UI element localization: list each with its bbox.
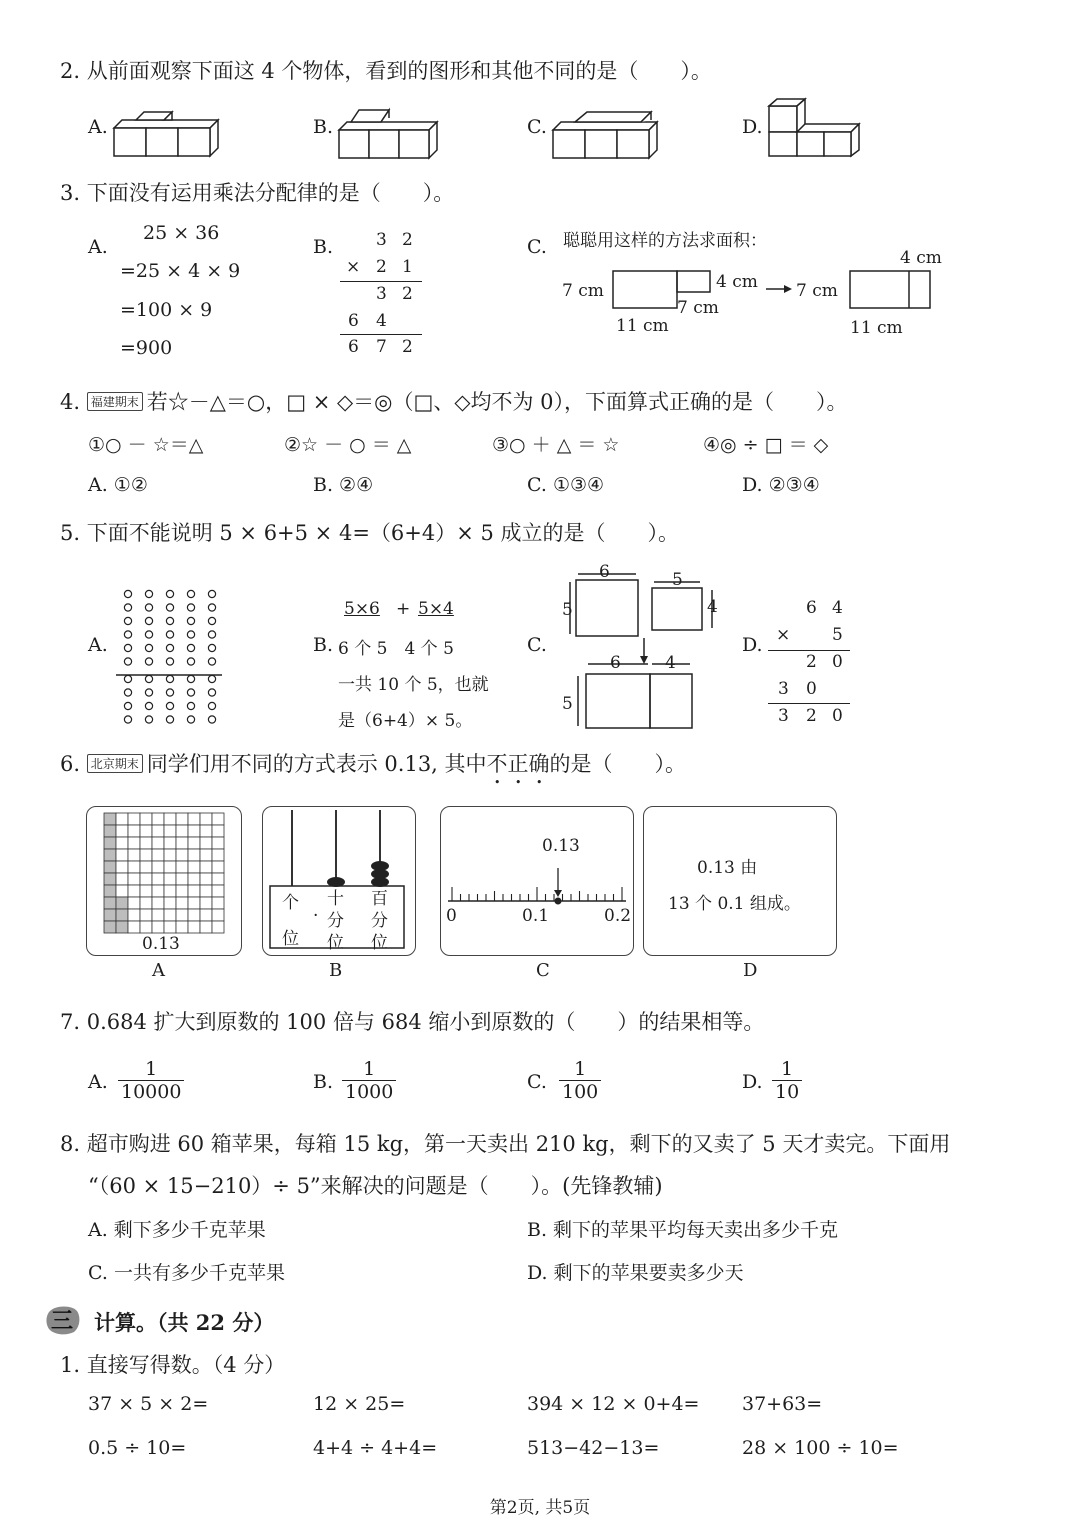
q4-option-d: D. ②③④ — [742, 474, 820, 496]
grid-cell — [128, 813, 140, 825]
q6-b-caption: B — [329, 960, 343, 981]
q5-c-w2: 5 — [672, 570, 683, 590]
q5-option-c-label: C. — [527, 634, 547, 656]
dot — [208, 689, 215, 696]
fraction-denominator: 1000 — [342, 1080, 396, 1103]
grid-cell — [152, 909, 164, 921]
grid-cell — [200, 861, 212, 873]
fraction-denominator: 100 — [559, 1080, 601, 1103]
q4-stem-line — [60, 386, 848, 416]
grid-cell — [164, 921, 176, 933]
q5-c-h3: 5 — [562, 694, 573, 714]
q5-b-line4: 是（6+4）× 5。 — [338, 711, 473, 731]
grid-cell — [104, 921, 116, 933]
q5-option-a-label: A. — [88, 634, 108, 656]
grid-cell — [140, 861, 152, 873]
q6-b-label-tenths: 十 — [327, 889, 344, 909]
dot — [166, 716, 173, 723]
dot — [208, 716, 215, 723]
q3-b-times: × — [346, 257, 361, 277]
grid-cell — [116, 885, 128, 897]
grid-cell — [128, 873, 140, 885]
dot — [145, 604, 152, 611]
q6-b-label-tenths: 分 — [327, 911, 344, 931]
grid-cell — [116, 897, 128, 909]
q5-stem: 5. 下面不能说明 5 × 6+5 × 4=（6+4）× 5 成立的是（ ）。 — [60, 521, 680, 545]
q5-d-rule — [768, 703, 850, 704]
grid-cell — [212, 909, 224, 921]
q5-b-line3: 一共 10 个 5，也就 — [338, 675, 489, 695]
grid-cell — [200, 897, 212, 909]
grid-cell — [152, 921, 164, 933]
q6-c-caption: C — [536, 960, 550, 981]
q2-figure-d — [767, 96, 867, 160]
q8-option-a: A. 剩下多少千克苹果 — [88, 1219, 266, 1241]
q3-c-bottom-width: 11 cm — [616, 316, 669, 336]
grid-cell — [200, 873, 212, 885]
q8-option-d: D. 剩下的苹果要卖多少天 — [527, 1262, 744, 1284]
q2-option-c-label: C. — [527, 116, 547, 138]
q4-eq-1: ①○ － ☆＝△ — [88, 434, 204, 456]
grid-cell — [200, 921, 212, 933]
q6-d-caption: D — [743, 960, 758, 981]
dot — [124, 675, 131, 682]
grid-cell — [212, 873, 224, 885]
grid-cell — [188, 873, 200, 885]
page-footer: 第2页, 共5页 — [489, 1498, 591, 1518]
grid-cell — [128, 885, 140, 897]
grid-cell — [128, 837, 140, 849]
grid-cell — [140, 849, 152, 861]
q3-b-digit: 4 — [376, 311, 387, 331]
grid-cell — [140, 909, 152, 921]
q7-option-d-fraction — [772, 1058, 802, 1103]
grid-cell — [164, 813, 176, 825]
q7-option-b-fraction — [342, 1058, 396, 1103]
q6-c-number-line — [440, 806, 632, 954]
q7-option-c-fraction — [559, 1058, 601, 1103]
q7-option-d-label: D. — [742, 1071, 763, 1093]
grid-cell — [212, 885, 224, 897]
grid-cell — [188, 909, 200, 921]
dot — [145, 716, 152, 723]
q4-option-a: A. ①② — [88, 474, 148, 496]
q6-stem-line — [60, 748, 686, 789]
grid-cell — [176, 885, 188, 897]
grid-cell — [104, 885, 116, 897]
dot — [145, 617, 152, 624]
grid-cell — [104, 849, 116, 861]
q3-a-line2: =25 × 4 × 9 — [120, 260, 241, 282]
grid-cell — [104, 909, 116, 921]
q3-b-rule — [340, 334, 422, 335]
q6-stem-emphasis: 不正确 — [486, 752, 550, 776]
q6-b-label-hundredths: 位 — [371, 933, 388, 953]
q5-c-h2: 4 — [707, 597, 718, 617]
dot — [187, 675, 194, 682]
q3-b-digit: 3 — [376, 230, 387, 250]
q4-eq-3: ③○ ＋ △ ＝ ☆ — [492, 434, 620, 456]
q3-b-digit: 2 — [402, 337, 413, 357]
q4-option-b: B. ②④ — [313, 474, 374, 496]
fraction-numerator: 1 — [145, 1058, 158, 1080]
dot — [166, 631, 173, 638]
grid-cell — [140, 813, 152, 825]
q5-b-expr2: 5×4 — [418, 599, 454, 619]
q6-b-label-ones: 位 — [282, 929, 299, 949]
grid-cell — [212, 861, 224, 873]
q3-a-line3: =100 × 9 — [120, 299, 213, 321]
q6-stem-a: 同学们用不同的方式表示 0.13, 其中 — [146, 752, 487, 776]
dot — [166, 617, 173, 624]
q3-b-digit: 1 — [402, 257, 413, 277]
q2-figure-c — [551, 102, 661, 160]
q5-d-digit: 2 — [806, 706, 817, 726]
grid-cell — [164, 897, 176, 909]
q3-option-b-label: B. — [313, 236, 334, 258]
dot — [124, 689, 131, 696]
grid-cell — [164, 873, 176, 885]
dot — [187, 604, 194, 611]
dot — [166, 590, 173, 597]
grid-cell — [188, 849, 200, 861]
grid-cell — [188, 837, 200, 849]
q4-source-tag: 福建期末 — [87, 392, 143, 411]
grid-cell — [188, 921, 200, 933]
grid-cell — [116, 825, 128, 837]
q6-b-label-ones: 个 — [282, 893, 299, 913]
q5-a-dot-array — [116, 586, 222, 730]
q2-option-a-label: A. — [88, 116, 108, 138]
calc-item: 37+63= — [742, 1393, 823, 1415]
q6-b-decimal-point: · — [313, 906, 319, 926]
dot — [124, 658, 131, 665]
dot — [124, 617, 131, 624]
dot — [124, 631, 131, 638]
grid-cell — [152, 813, 164, 825]
calc-item: 0.5 ÷ 10= — [88, 1437, 187, 1459]
q4-eq-4: ④◎ ÷ □ ＝ ◇ — [703, 434, 829, 456]
q4-stem: 若☆－△＝○，□ × ◇＝◎（□、◇均不为 0），下面算式正确的是（ ）。 — [146, 390, 848, 414]
grid-cell — [104, 813, 116, 825]
grid-cell — [140, 825, 152, 837]
fraction-denominator: 10 — [772, 1080, 802, 1103]
grid-cell — [164, 837, 176, 849]
dot — [208, 658, 215, 665]
dot — [187, 689, 194, 696]
q5-c-h1: 5 — [562, 600, 573, 620]
grid-cell — [176, 825, 188, 837]
fraction-denominator: 10000 — [118, 1080, 184, 1103]
grid-cell — [212, 921, 224, 933]
q6-stem-b: 的是（ ）。 — [549, 752, 687, 776]
q5-d-digit: 2 — [806, 652, 817, 672]
grid-cell — [116, 861, 128, 873]
q3-c-right-height: 7 cm — [796, 281, 838, 301]
q5-d-digit: 0 — [806, 679, 817, 699]
dot — [208, 631, 215, 638]
q3-b-digit: 6 — [348, 311, 359, 331]
dot — [145, 702, 152, 709]
grid-cell — [188, 885, 200, 897]
grid-cell — [140, 837, 152, 849]
q4-eq-2: ②☆ － ○ ＝ △ — [284, 434, 412, 456]
q6-d-line2: 13 个 0.1 组成。 — [668, 894, 801, 914]
q5-b-line2: 6 个 5 4 个 5 — [338, 639, 454, 659]
calc-item: 12 × 25= — [313, 1393, 406, 1415]
grid-cell — [188, 813, 200, 825]
q7-option-c-label: C. — [527, 1071, 547, 1093]
q6-a-value: 0.13 — [142, 934, 180, 954]
grid-cell — [212, 825, 224, 837]
grid-cell — [200, 825, 212, 837]
q3-c-small-width: 4 cm — [716, 272, 758, 292]
calc-item: 513−42−13= — [527, 1437, 660, 1459]
grid-cell — [116, 909, 128, 921]
q3-c-rectangles — [612, 270, 942, 315]
q3-c-right-top: 4 cm — [900, 248, 942, 268]
q6-c-value: 0.13 — [542, 836, 580, 856]
q8-stem-line1: 8. 超市购进 60 箱苹果，每箱 15 kg，第一天卖出 210 kg，剩下的又卖了 5 天才卖完。下面用 — [60, 1132, 951, 1156]
grid-cell — [188, 825, 200, 837]
q5-d-digit: 0 — [832, 652, 843, 672]
q3-a-line1: 25 × 36 — [143, 222, 220, 244]
calc-item: 37 × 5 × 2= — [88, 1393, 209, 1415]
grid-cell — [200, 909, 212, 921]
q2-figure-a — [112, 102, 222, 160]
fraction-numerator: 1 — [574, 1058, 587, 1080]
grid-cell — [200, 849, 212, 861]
grid-cell — [200, 813, 212, 825]
grid-cell — [116, 873, 128, 885]
grid-cell — [152, 885, 164, 897]
dot — [145, 631, 152, 638]
grid-cell — [176, 921, 188, 933]
q5-d-rule — [768, 650, 850, 651]
q7-option-b-label: B. — [313, 1071, 334, 1093]
q5-c-diagram — [556, 566, 726, 732]
dot — [166, 644, 173, 651]
grid-cell — [176, 813, 188, 825]
q7-option-a-fraction — [118, 1058, 184, 1103]
q5-d-digit: 0 — [832, 706, 843, 726]
q8-option-b: B. 剩下的苹果平均每天卖出多少千克 — [527, 1219, 839, 1241]
grid-cell — [164, 909, 176, 921]
grid-cell — [140, 897, 152, 909]
q3-b-digit: 3 — [376, 284, 387, 304]
q3-c-small-height: 7 cm — [677, 298, 719, 318]
grid-cell — [200, 837, 212, 849]
q5-b-plus: + — [396, 599, 411, 619]
grid-cell — [176, 837, 188, 849]
q2-option-d-label: D. — [742, 116, 763, 138]
q5-option-b-label: B. — [313, 634, 334, 656]
dot — [166, 604, 173, 611]
q4-number: 4. — [60, 390, 81, 414]
dot — [208, 644, 215, 651]
q6-b-label-hundredths: 百 — [371, 889, 388, 909]
q6-c-tick-01: 0.1 — [522, 906, 550, 926]
q8-option-c: C. 一共有多少千克苹果 — [88, 1262, 285, 1284]
q5-c-w1: 6 — [599, 562, 610, 582]
q3-a-line4: =900 — [120, 337, 173, 359]
grid-cell — [152, 837, 164, 849]
q6-b-label-hundredths: 分 — [371, 911, 388, 931]
q6-panel-d — [643, 806, 837, 956]
q3-b-rule — [340, 281, 422, 282]
grid-cell — [176, 849, 188, 861]
grid-cell — [212, 837, 224, 849]
grid-cell — [116, 921, 128, 933]
calc-item: 4+4 ÷ 4+4= — [313, 1437, 438, 1459]
grid-cell — [128, 909, 140, 921]
grid-cell — [188, 897, 200, 909]
dot — [124, 590, 131, 597]
grid-cell — [212, 897, 224, 909]
dot — [166, 658, 173, 665]
dot — [124, 604, 131, 611]
dot — [187, 716, 194, 723]
grid-cell — [140, 885, 152, 897]
dot — [187, 702, 194, 709]
q6-c-tick-02: 0.2 — [604, 906, 632, 926]
grid-cell — [104, 897, 116, 909]
section-title: 计算。（共 22 分） — [94, 1310, 275, 1335]
grid-cell — [176, 873, 188, 885]
dot — [145, 658, 152, 665]
grid-cell — [116, 813, 128, 825]
q3-stem: 3. 下面没有运用乘法分配律的是（ ）。 — [60, 181, 455, 205]
grid-cell — [128, 825, 140, 837]
q5-b-expr1: 5×6 — [344, 599, 380, 619]
grid-cell — [128, 849, 140, 861]
q6-a-caption: A — [152, 960, 165, 981]
grid-cell — [104, 825, 116, 837]
dot — [187, 631, 194, 638]
grid-cell — [116, 849, 128, 861]
q2-figure-b — [337, 102, 447, 160]
q3-c-right-bottom: 11 cm — [850, 318, 903, 338]
q5-d-digit: 5 — [832, 625, 843, 645]
grid-cell — [164, 825, 176, 837]
fraction-numerator: 1 — [781, 1058, 794, 1080]
q7-option-a-label: A. — [88, 1071, 108, 1093]
q3-b-digit: 2 — [402, 230, 413, 250]
q3-c-left-height: 7 cm — [562, 281, 604, 301]
q5-d-digit: 4 — [832, 598, 843, 618]
dot — [124, 644, 131, 651]
calc-item: 28 × 100 ÷ 10= — [742, 1437, 899, 1459]
q6-d-line1: 0.13 由 — [697, 858, 758, 878]
calc-item: 394 × 12 × 0+4= — [527, 1393, 700, 1415]
q5-d-digit: 6 — [806, 598, 817, 618]
q5-d-times: × — [776, 625, 791, 645]
dot — [208, 617, 215, 624]
dot — [145, 675, 152, 682]
dot — [166, 675, 173, 682]
q6-b-label-tenths: 位 — [327, 933, 344, 953]
grid-cell — [104, 873, 116, 885]
dot — [208, 675, 215, 682]
grid-cell — [164, 861, 176, 873]
q3-c-title: 聪聪用这样的方法求面积： — [563, 231, 767, 251]
fraction-numerator: 1 — [363, 1058, 376, 1080]
dot — [166, 689, 173, 696]
q5-c-w3: 6 — [610, 653, 621, 673]
dot — [124, 716, 131, 723]
q6-number: 6. — [60, 752, 81, 776]
grid-cell — [176, 897, 188, 909]
dot — [166, 702, 173, 709]
q5-d-digit: 3 — [778, 679, 789, 699]
q3-b-digit: 2 — [402, 284, 413, 304]
grid-cell — [128, 921, 140, 933]
grid-cell — [200, 885, 212, 897]
q8-stem-line2: “（60 × 15−210）÷ 5”来解决的问题是（ ）。(先锋教辅) — [88, 1174, 663, 1198]
grid-cell — [212, 813, 224, 825]
q3-b-digit: 7 — [376, 337, 387, 357]
q4-option-c: C. ①③④ — [527, 474, 605, 496]
dot — [187, 617, 194, 624]
q6-source-tag: 北京期末 — [87, 754, 143, 773]
q2-option-b-label: B. — [313, 116, 334, 138]
grid-cell — [176, 861, 188, 873]
q6-a-hundred-grid — [104, 813, 224, 933]
q2-stem: 2. 从前面观察下面这 4 个物体，看到的图形和其他不同的是（ ）。 — [60, 59, 712, 83]
dot — [145, 689, 152, 696]
grid-cell — [188, 861, 200, 873]
grid-cell — [128, 861, 140, 873]
subsection-title: 1. 直接写得数。（4 分） — [60, 1353, 286, 1377]
q5-option-d-label: D. — [742, 634, 763, 656]
grid-cell — [164, 849, 176, 861]
section-number: 三 — [51, 1308, 74, 1334]
q3-b-digit: 2 — [376, 257, 387, 277]
q6-c-tick-0: 0 — [446, 906, 457, 926]
dot — [145, 644, 152, 651]
grid-cell — [140, 921, 152, 933]
q5-c-w4: 4 — [665, 653, 676, 673]
grid-cell — [116, 837, 128, 849]
dot — [187, 644, 194, 651]
grid-cell — [212, 849, 224, 861]
grid-cell — [152, 897, 164, 909]
grid-cell — [104, 861, 116, 873]
dot — [124, 702, 131, 709]
dot — [187, 658, 194, 665]
grid-cell — [104, 837, 116, 849]
q3-b-digit: 6 — [348, 337, 359, 357]
q3-option-a-label: A. — [88, 236, 108, 258]
q5-d-digit: 3 — [778, 706, 789, 726]
grid-cell — [152, 861, 164, 873]
q3-option-c-label: C. — [527, 236, 547, 258]
dot — [187, 590, 194, 597]
grid-cell — [128, 897, 140, 909]
grid-cell — [176, 909, 188, 921]
dot — [208, 604, 215, 611]
grid-cell — [152, 873, 164, 885]
grid-cell — [164, 885, 176, 897]
dot — [208, 590, 215, 597]
dot — [208, 702, 215, 709]
dot — [145, 590, 152, 597]
grid-cell — [152, 825, 164, 837]
grid-cell — [140, 873, 152, 885]
q7-stem: 7. 0.684 扩大到原数的 100 倍与 684 缩小到原数的（ ）的结果相等。 — [60, 1010, 765, 1034]
grid-cell — [152, 849, 164, 861]
